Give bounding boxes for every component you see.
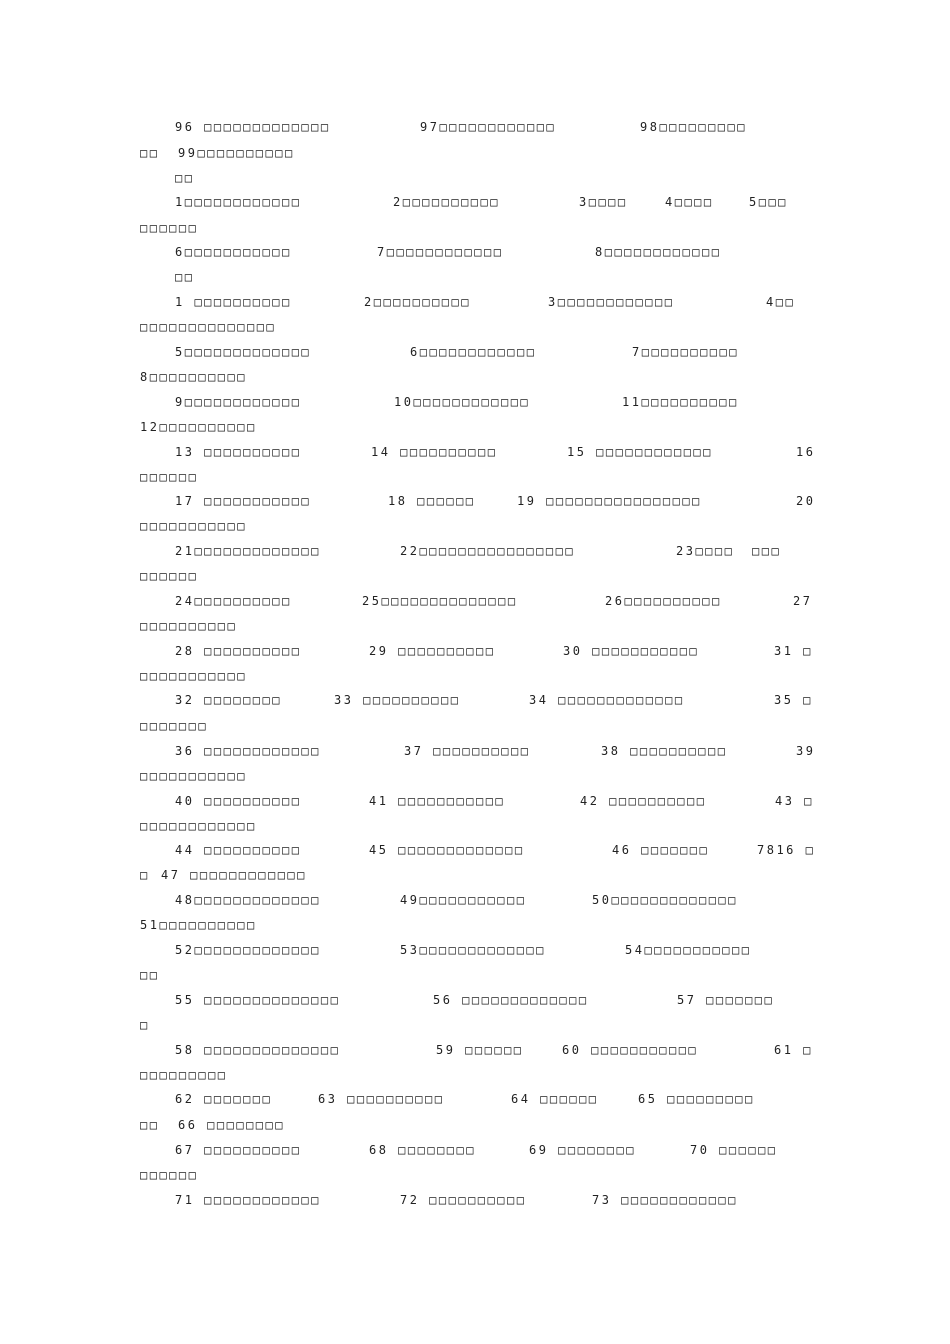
text-line bbox=[0, 169, 950, 193]
text-fragment: 30 □□□□□□□□□□□ bbox=[563, 644, 700, 658]
text-fragment: 33 □□□□□□□□□□ bbox=[334, 693, 461, 707]
text-line bbox=[0, 916, 950, 940]
text-fragment: 3□□□□□□□□□□□□ bbox=[548, 295, 675, 309]
text-fragment: 20 bbox=[796, 494, 816, 508]
text-line bbox=[0, 567, 950, 591]
text-fragment: 7□□□□□□□□□□□□ bbox=[377, 245, 504, 259]
text-fragment: 41 □□□□□□□□□□□ bbox=[369, 794, 506, 808]
text-fragment: 61 □ bbox=[774, 1043, 813, 1057]
text-fragment: 96 □□□□□□□□□□□□□ bbox=[175, 120, 331, 134]
text-fragment: 72 □□□□□□□□□□ bbox=[400, 1193, 527, 1207]
text-fragment: 39 bbox=[796, 744, 816, 758]
text-fragment: 1 □□□□□□□□□□ bbox=[175, 295, 292, 309]
text-fragment: 66 □□□□□□□□ bbox=[178, 1118, 285, 1132]
text-fragment: 36 □□□□□□□□□□□□ bbox=[175, 744, 321, 758]
text-fragment: 68 □□□□□□□□ bbox=[369, 1143, 476, 1157]
text-fragment: □ bbox=[140, 868, 150, 882]
text-line bbox=[0, 393, 950, 417]
text-line bbox=[0, 617, 950, 641]
text-fragment: 63 □□□□□□□□□□ bbox=[318, 1092, 445, 1106]
text-fragment: 22□□□□□□□□□□□□□□□□ bbox=[400, 544, 576, 558]
text-fragment: 28 □□□□□□□□□□ bbox=[175, 644, 302, 658]
text-line bbox=[0, 368, 950, 392]
text-fragment: 58 □□□□□□□□□□□□□□ bbox=[175, 1043, 341, 1057]
text-fragment: 57 □□□□□□□ bbox=[677, 993, 775, 1007]
text-line bbox=[0, 841, 950, 865]
text-fragment: 60 □□□□□□□□□□□ bbox=[562, 1043, 699, 1057]
text-fragment: 13 □□□□□□□□□□ bbox=[175, 445, 302, 459]
text-fragment: □□□□□□ bbox=[140, 221, 199, 235]
text-fragment: 59 □□□□□□ bbox=[436, 1043, 524, 1057]
text-fragment: 34 □□□□□□□□□□□□□ bbox=[529, 693, 685, 707]
text-line bbox=[0, 517, 950, 541]
text-fragment: 49□□□□□□□□□□□ bbox=[400, 893, 527, 907]
text-fragment: □ bbox=[140, 1018, 150, 1032]
text-fragment: 8□□□□□□□□□□□□ bbox=[595, 245, 722, 259]
text-fragment: 43 □ bbox=[775, 794, 814, 808]
text-line bbox=[0, 193, 950, 217]
text-fragment: 73 □□□□□□□□□□□□ bbox=[592, 1193, 738, 1207]
text-line bbox=[0, 542, 950, 566]
text-fragment: 52□□□□□□□□□□□□□ bbox=[175, 943, 321, 957]
text-line bbox=[0, 1041, 950, 1065]
text-fragment: 6□□□□□□□□□□□□ bbox=[410, 345, 537, 359]
text-fragment: 16 bbox=[796, 445, 816, 459]
text-line bbox=[0, 1116, 950, 1140]
text-fragment: □□□□□□ bbox=[140, 470, 199, 484]
text-line bbox=[0, 293, 950, 317]
text-fragment: □□ bbox=[140, 1118, 160, 1132]
text-fragment: 67 □□□□□□□□□□ bbox=[175, 1143, 302, 1157]
text-line bbox=[0, 792, 950, 816]
text-fragment: 4□□ bbox=[766, 295, 796, 309]
text-line bbox=[0, 717, 950, 741]
text-fragment: 64 □□□□□□ bbox=[511, 1092, 599, 1106]
text-fragment: 40 □□□□□□□□□□ bbox=[175, 794, 302, 808]
text-line bbox=[0, 642, 950, 666]
text-fragment: 12□□□□□□□□□□ bbox=[140, 420, 257, 434]
text-fragment: 9□□□□□□□□□□□□ bbox=[175, 395, 302, 409]
text-line bbox=[0, 118, 950, 142]
text-fragment: 2□□□□□□□□□□ bbox=[393, 195, 500, 209]
text-fragment: 32 □□□□□□□□ bbox=[175, 693, 282, 707]
text-fragment: 65 □□□□□□□□□ bbox=[638, 1092, 755, 1106]
text-fragment: □□□□□□□ bbox=[140, 719, 209, 733]
text-line bbox=[0, 443, 950, 467]
text-line bbox=[0, 219, 950, 243]
text-line bbox=[0, 966, 950, 990]
text-line bbox=[0, 1166, 950, 1190]
text-fragment: 42 □□□□□□□□□□ bbox=[580, 794, 707, 808]
text-line bbox=[0, 991, 950, 1015]
text-fragment: 21□□□□□□□□□□□□□ bbox=[175, 544, 321, 558]
text-line bbox=[0, 891, 950, 915]
text-fragment: □□ bbox=[175, 171, 195, 185]
text-fragment: 55 □□□□□□□□□□□□□□ bbox=[175, 993, 341, 1007]
text-fragment: 1□□□□□□□□□□□□ bbox=[175, 195, 302, 209]
text-line bbox=[0, 243, 950, 267]
text-fragment: 23□□□□ bbox=[676, 544, 735, 558]
text-fragment: 19 □□□□□□□□□□□□□□□□ bbox=[517, 494, 702, 508]
text-line bbox=[0, 492, 950, 516]
text-line bbox=[0, 1016, 950, 1040]
text-fragment: 31 □ bbox=[774, 644, 813, 658]
text-fragment: 14 □□□□□□□□□□ bbox=[371, 445, 498, 459]
text-line bbox=[0, 318, 950, 342]
text-fragment: 10□□□□□□□□□□□□ bbox=[394, 395, 531, 409]
text-fragment: 7□□□□□□□□□□ bbox=[632, 345, 739, 359]
text-fragment: 50□□□□□□□□□□□□□ bbox=[592, 893, 738, 907]
text-line bbox=[0, 667, 950, 691]
text-fragment: 6□□□□□□□□□□□ bbox=[175, 245, 292, 259]
text-fragment: 99□□□□□□□□□□ bbox=[178, 146, 295, 160]
text-fragment: 17 □□□□□□□□□□□ bbox=[175, 494, 312, 508]
text-fragment: 45 □□□□□□□□□□□□□ bbox=[369, 843, 525, 857]
text-fragment: 24□□□□□□□□□□ bbox=[175, 594, 292, 608]
text-fragment: 8□□□□□□□□□□ bbox=[140, 370, 247, 384]
text-line bbox=[0, 1141, 950, 1165]
text-fragment: □□ bbox=[140, 968, 160, 982]
text-fragment: 53□□□□□□□□□□□□□ bbox=[400, 943, 546, 957]
text-fragment: □□ bbox=[140, 146, 160, 160]
text-fragment: 15 □□□□□□□□□□□□ bbox=[567, 445, 713, 459]
text-fragment: 56 □□□□□□□□□□□□□ bbox=[433, 993, 589, 1007]
text-fragment: 5□□□□□□□□□□□□□ bbox=[175, 345, 312, 359]
text-fragment: □□□□□□□□□□ bbox=[140, 619, 238, 633]
text-fragment: 48□□□□□□□□□□□□□ bbox=[175, 893, 321, 907]
text-line bbox=[0, 1066, 950, 1090]
text-fragment: □□□□□□ bbox=[140, 1168, 199, 1182]
text-fragment: 37 □□□□□□□□□□ bbox=[404, 744, 531, 758]
text-fragment: 54□□□□□□□□□□□ bbox=[625, 943, 752, 957]
text-fragment: 2□□□□□□□□□□ bbox=[364, 295, 471, 309]
text-line bbox=[0, 1090, 950, 1114]
text-fragment: 44 □□□□□□□□□□ bbox=[175, 843, 302, 857]
text-fragment: 7816 □ bbox=[757, 843, 816, 857]
text-line bbox=[0, 1191, 950, 1215]
text-line bbox=[0, 144, 950, 168]
text-line bbox=[0, 691, 950, 715]
text-line bbox=[0, 767, 950, 791]
text-fragment: 71 □□□□□□□□□□□□ bbox=[175, 1193, 321, 1207]
text-fragment: 46 □□□□□□□ bbox=[612, 843, 710, 857]
text-fragment: 35 □ bbox=[774, 693, 813, 707]
text-line bbox=[0, 866, 950, 890]
text-fragment: □□□□□□□□□ bbox=[140, 1068, 228, 1082]
text-fragment: □□□ bbox=[752, 544, 782, 558]
text-fragment: 4□□□□ bbox=[665, 195, 714, 209]
text-fragment: □□□□□□□□□□□□ bbox=[140, 819, 257, 833]
text-line bbox=[0, 418, 950, 442]
text-fragment: □□□□□□□□□□□ bbox=[140, 519, 247, 533]
text-fragment: 18 □□□□□□ bbox=[388, 494, 476, 508]
text-fragment: □□□□□□ bbox=[140, 569, 199, 583]
text-fragment: 38 □□□□□□□□□□ bbox=[601, 744, 728, 758]
text-fragment: 51□□□□□□□□□□ bbox=[140, 918, 257, 932]
text-line bbox=[0, 941, 950, 965]
text-fragment: 27 bbox=[793, 594, 813, 608]
text-fragment: 69 □□□□□□□□ bbox=[529, 1143, 636, 1157]
text-fragment: 98□□□□□□□□□ bbox=[640, 120, 747, 134]
text-fragment: 62 □□□□□□□ bbox=[175, 1092, 273, 1106]
text-line bbox=[0, 468, 950, 492]
text-fragment: 3□□□□ bbox=[579, 195, 628, 209]
text-fragment: 11□□□□□□□□□□ bbox=[622, 395, 739, 409]
text-fragment: 70 □□□□□□ bbox=[690, 1143, 778, 1157]
text-line bbox=[0, 592, 950, 616]
text-fragment: 25□□□□□□□□□□□□□□ bbox=[362, 594, 518, 608]
text-fragment: □□□□□□□□□□□□□□ bbox=[140, 320, 277, 334]
text-fragment: 26□□□□□□□□□□ bbox=[605, 594, 722, 608]
text-line bbox=[0, 742, 950, 766]
text-line bbox=[0, 268, 950, 292]
text-fragment: 5□□□ bbox=[749, 195, 788, 209]
text-fragment: 97□□□□□□□□□□□□ bbox=[420, 120, 557, 134]
text-fragment: □□ bbox=[175, 270, 195, 284]
text-fragment: □□□□□□□□□□□ bbox=[140, 769, 247, 783]
text-fragment: 47 □□□□□□□□□□□□ bbox=[161, 868, 307, 882]
text-fragment: 29 □□□□□□□□□□ bbox=[369, 644, 496, 658]
text-fragment: □□□□□□□□□□□ bbox=[140, 669, 247, 683]
text-line bbox=[0, 343, 950, 367]
text-line bbox=[0, 817, 950, 841]
